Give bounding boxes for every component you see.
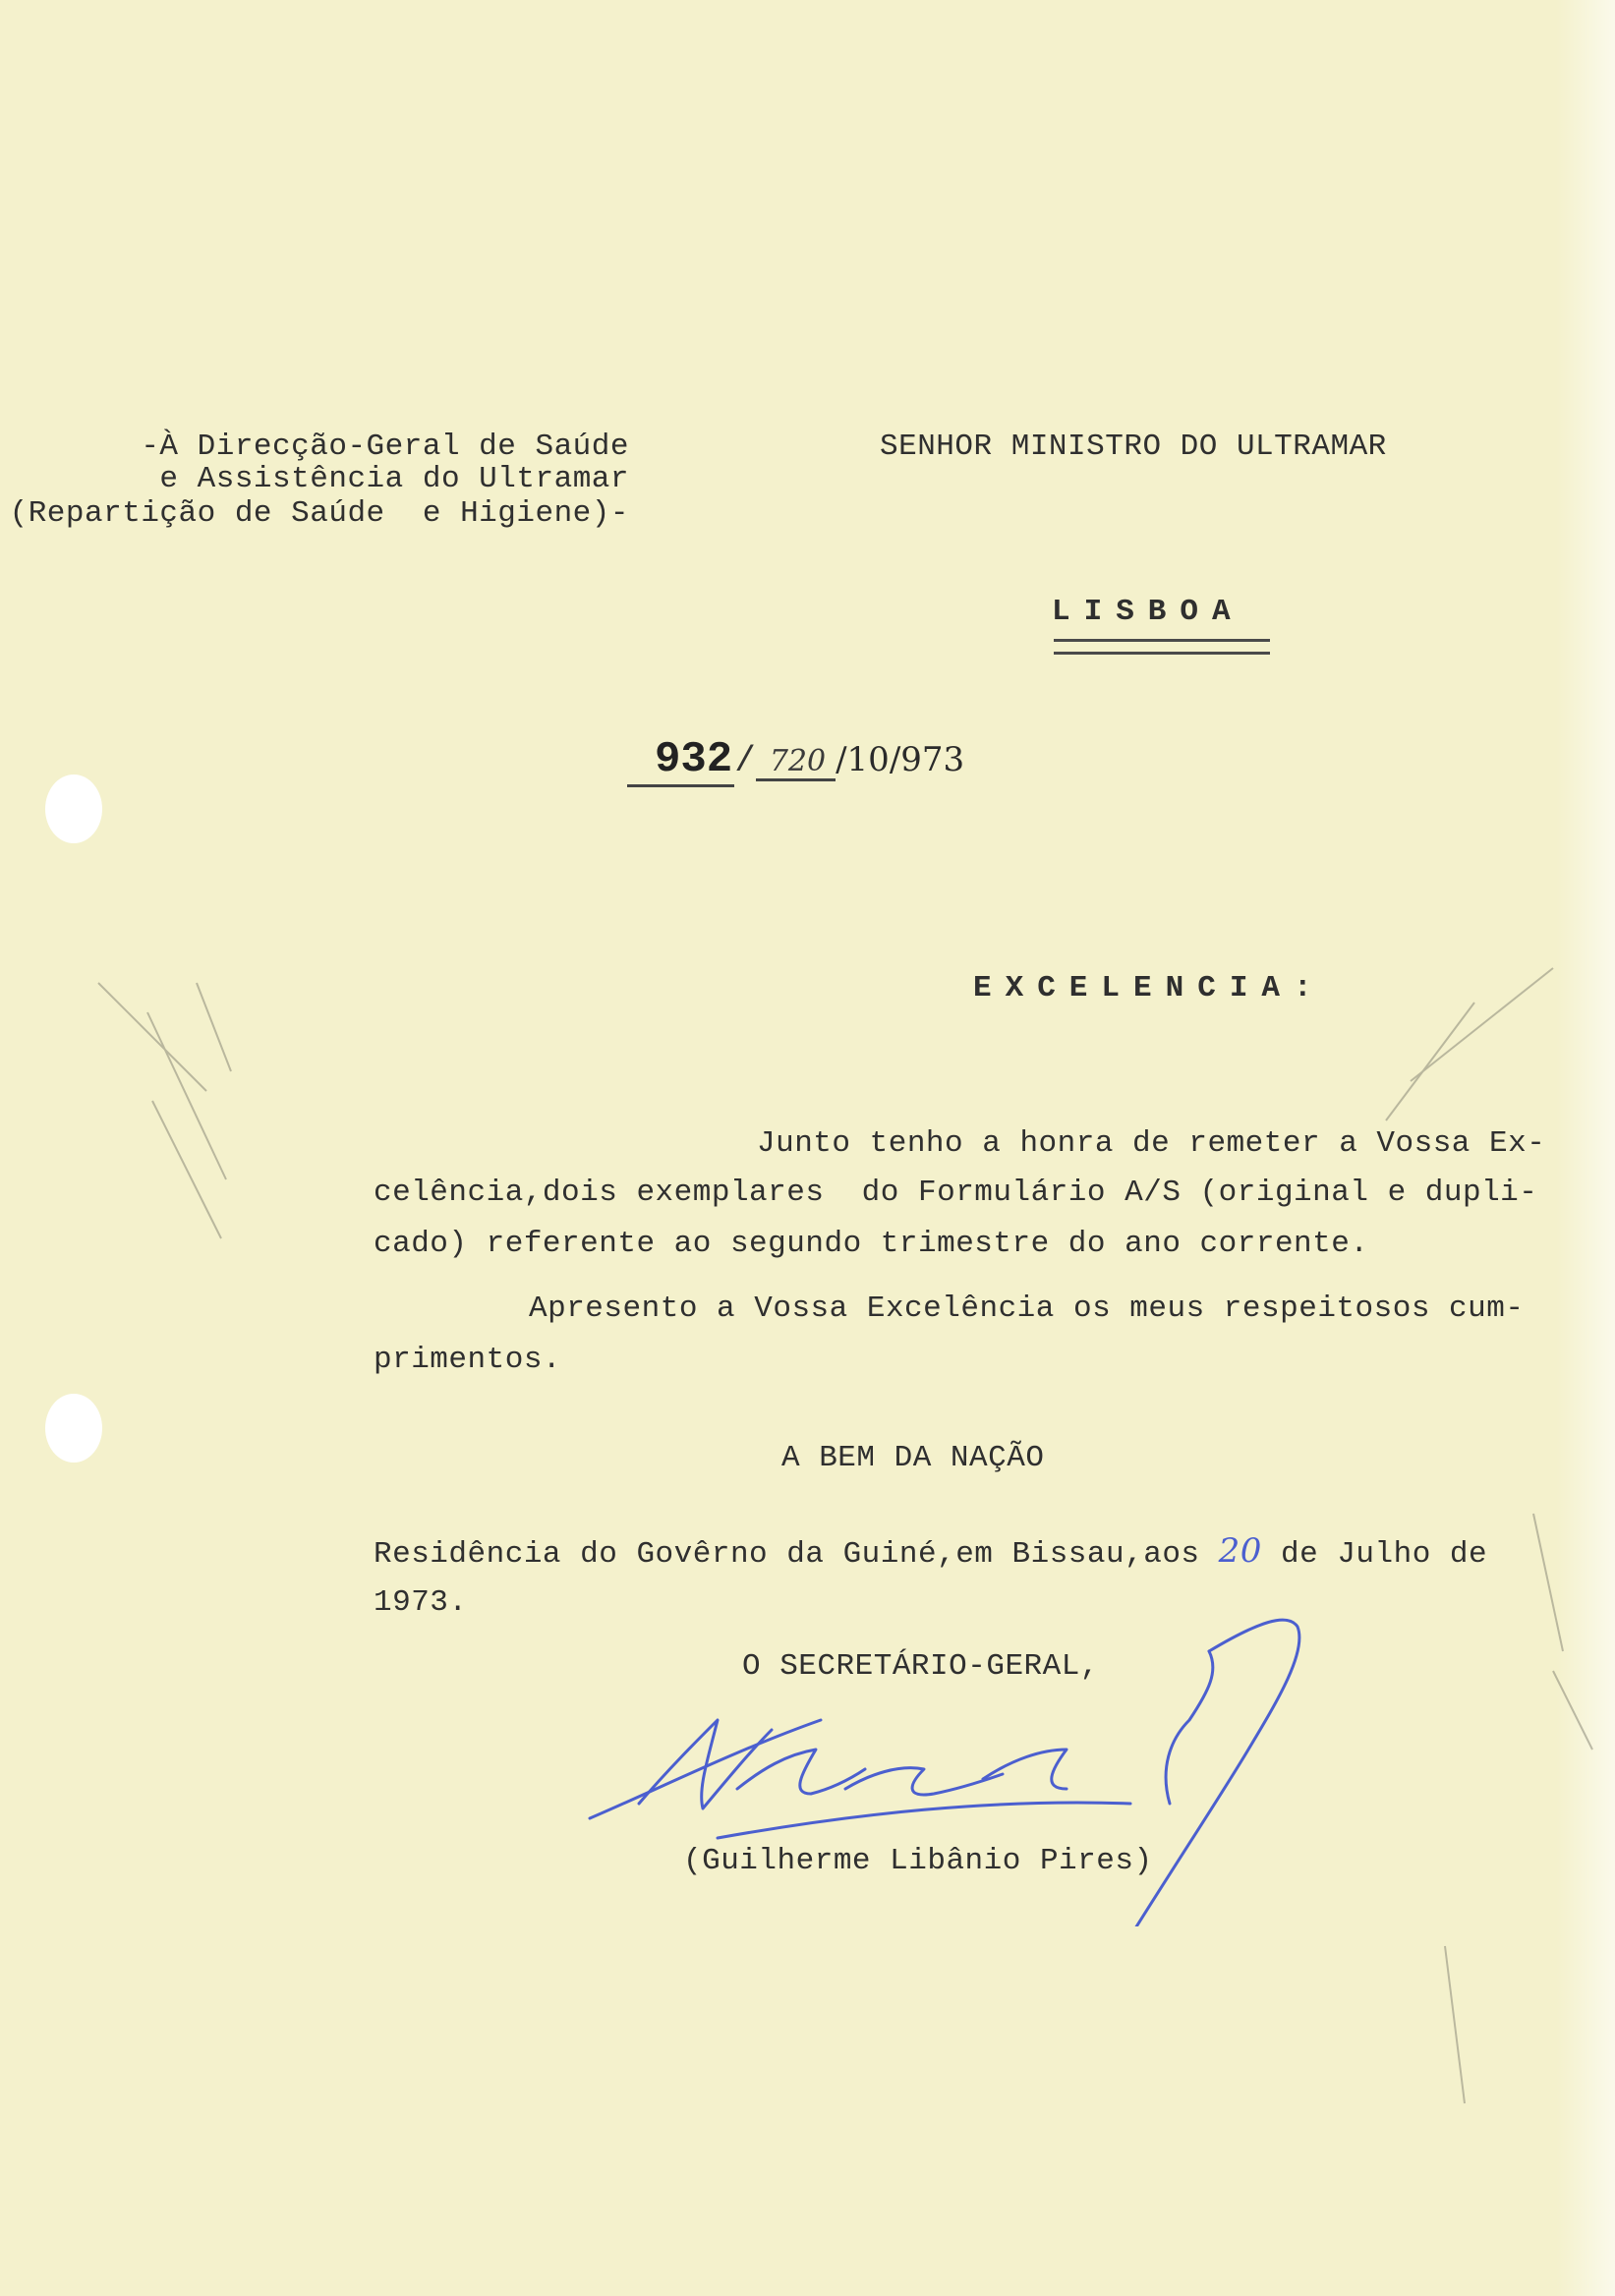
handwritten-day: 20 xyxy=(1218,1531,1262,1571)
place-date-year: 1973. xyxy=(374,1585,468,1620)
closing-motto: A BEM DA NAÇÃO xyxy=(781,1441,1045,1475)
signatory-title: O SECRETÁRIO-GERAL, xyxy=(742,1649,1099,1684)
place-date-suffix: de Julho de xyxy=(1261,1537,1488,1572)
punch-hole-top xyxy=(45,775,102,843)
reference-handwritten-number: 720 xyxy=(756,744,836,781)
city: LISBOA xyxy=(1052,595,1244,629)
body-line-4: Apresento a Vossa Excelência os meus respeitosos cum- xyxy=(529,1292,1525,1326)
punch-hole-bottom xyxy=(45,1394,102,1463)
recipient: SENHOR MINISTRO DO ULTRAMAR xyxy=(880,430,1387,464)
reference-main-number: 932 xyxy=(627,735,734,787)
salutation: EXCELENCIA: xyxy=(973,971,1326,1005)
sender-line-2: e Assistência do Ultramar xyxy=(159,462,629,496)
reference-number xyxy=(627,735,964,794)
body-line-2: celência,dois exemplares do Formulário A/S (original e dupli- xyxy=(374,1176,1538,1210)
handwritten-signature xyxy=(580,1612,1327,1926)
sender-line-3: (Repartição de Saúde e Higiene)- xyxy=(9,496,629,531)
body-line-1: Junto tenho a honra de remeter a Vossa Ex- xyxy=(757,1126,1546,1161)
place-date-prefix: Residência do Govêrno da Guiné,em Bissau,aos xyxy=(374,1537,1219,1572)
reference-tail: /10/973 xyxy=(836,740,965,779)
paper-edge-shade xyxy=(1556,0,1615,2296)
reference-separator: / xyxy=(734,741,756,781)
body-line-5: primentos. xyxy=(374,1343,562,1377)
place-date-line xyxy=(374,1533,1487,1573)
sender-line-1: -À Direcção-Geral de Saúde xyxy=(141,430,629,464)
body-line-3: cado) referente ao segundo trimestre do ano corrente. xyxy=(374,1227,1369,1261)
city-double-underline xyxy=(1054,639,1270,655)
signatory-name: (Guilherme Libânio Pires) xyxy=(683,1844,1153,1878)
